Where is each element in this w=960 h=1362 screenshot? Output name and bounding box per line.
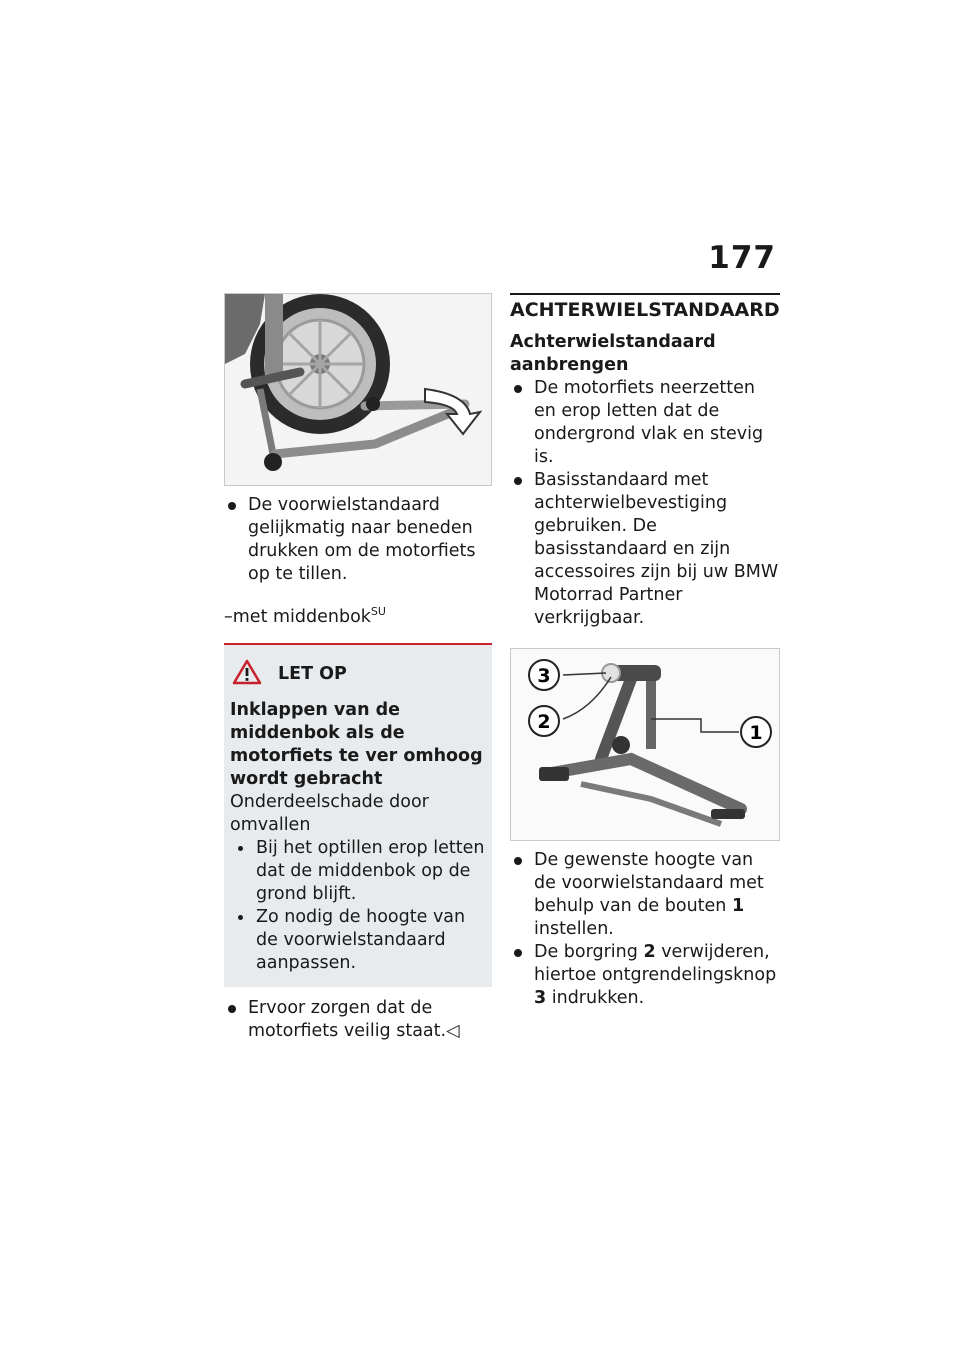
bullet-dot: [514, 857, 522, 865]
callout-3: 3: [537, 665, 551, 687]
list-item: De borgring 2 verwijderen, hiertoe ontgrendelingsknop 3 indrukken.: [510, 941, 780, 1010]
list-item: De gewenste hoogte van de voorwielstandaard met behulp van de bouten 1 instellen.: [510, 849, 780, 941]
callout-1: 1: [749, 722, 763, 744]
warning-triangle-icon: [232, 659, 262, 689]
bullet-dot: [514, 949, 522, 957]
list-item: De motorfiets neerzetten en erop letten dat de ondergrond vlak en stevig is.: [510, 377, 780, 469]
list-item: Zo nodig de hoogte van de voorwielstandaard aanpassen.: [230, 906, 486, 975]
warning-title: LET OP: [278, 663, 347, 684]
list-item: Ervoor zorgen dat de motorfiets veilig staat.◁: [224, 997, 492, 1043]
bullet-dot: [228, 502, 236, 510]
warning-text: Onderdeelschade door omvallen: [230, 791, 429, 835]
end-mark: ◁: [446, 1020, 460, 1041]
list-item: Bij het optillen erop letten dat de middenbok op de grond blijft.: [230, 837, 486, 906]
front-stand-illustration: [224, 293, 492, 486]
callout-2: 2: [537, 711, 551, 733]
warning-box: [224, 643, 492, 987]
list-item: De voorwielstandaard gelijkmatig naar beneden drukken om de motorfiets op te tillen.: [224, 494, 492, 586]
subheading: Achterwielstandaard aanbrengen: [510, 332, 716, 375]
bullet-dot: [228, 1005, 236, 1013]
bullet-dot: [514, 385, 522, 393]
bullet-dot: [238, 915, 243, 920]
variant-label: –met middenbok$^{SU}$: [224, 605, 386, 627]
rear-stand-illustration: [510, 648, 780, 841]
page-number: 177: [708, 240, 776, 276]
left-column: [224, 293, 492, 1043]
bullet-dot: [238, 846, 243, 851]
section-title: ACHTERWIELSTANDAARD: [510, 293, 780, 321]
warning-heading: Inklappen van de middenbok als de motorfiets te ver omhoog wordt gebracht: [230, 699, 483, 789]
list-item: Basisstandaard met achterwielbevestiging gebruiken. De basisstandaard en zijn accessoires zijn bij uw BMW Motorrad Partner verkrijgbaar.: [510, 469, 780, 630]
right-column: [510, 293, 780, 1010]
bullet-dot: [514, 477, 522, 485]
